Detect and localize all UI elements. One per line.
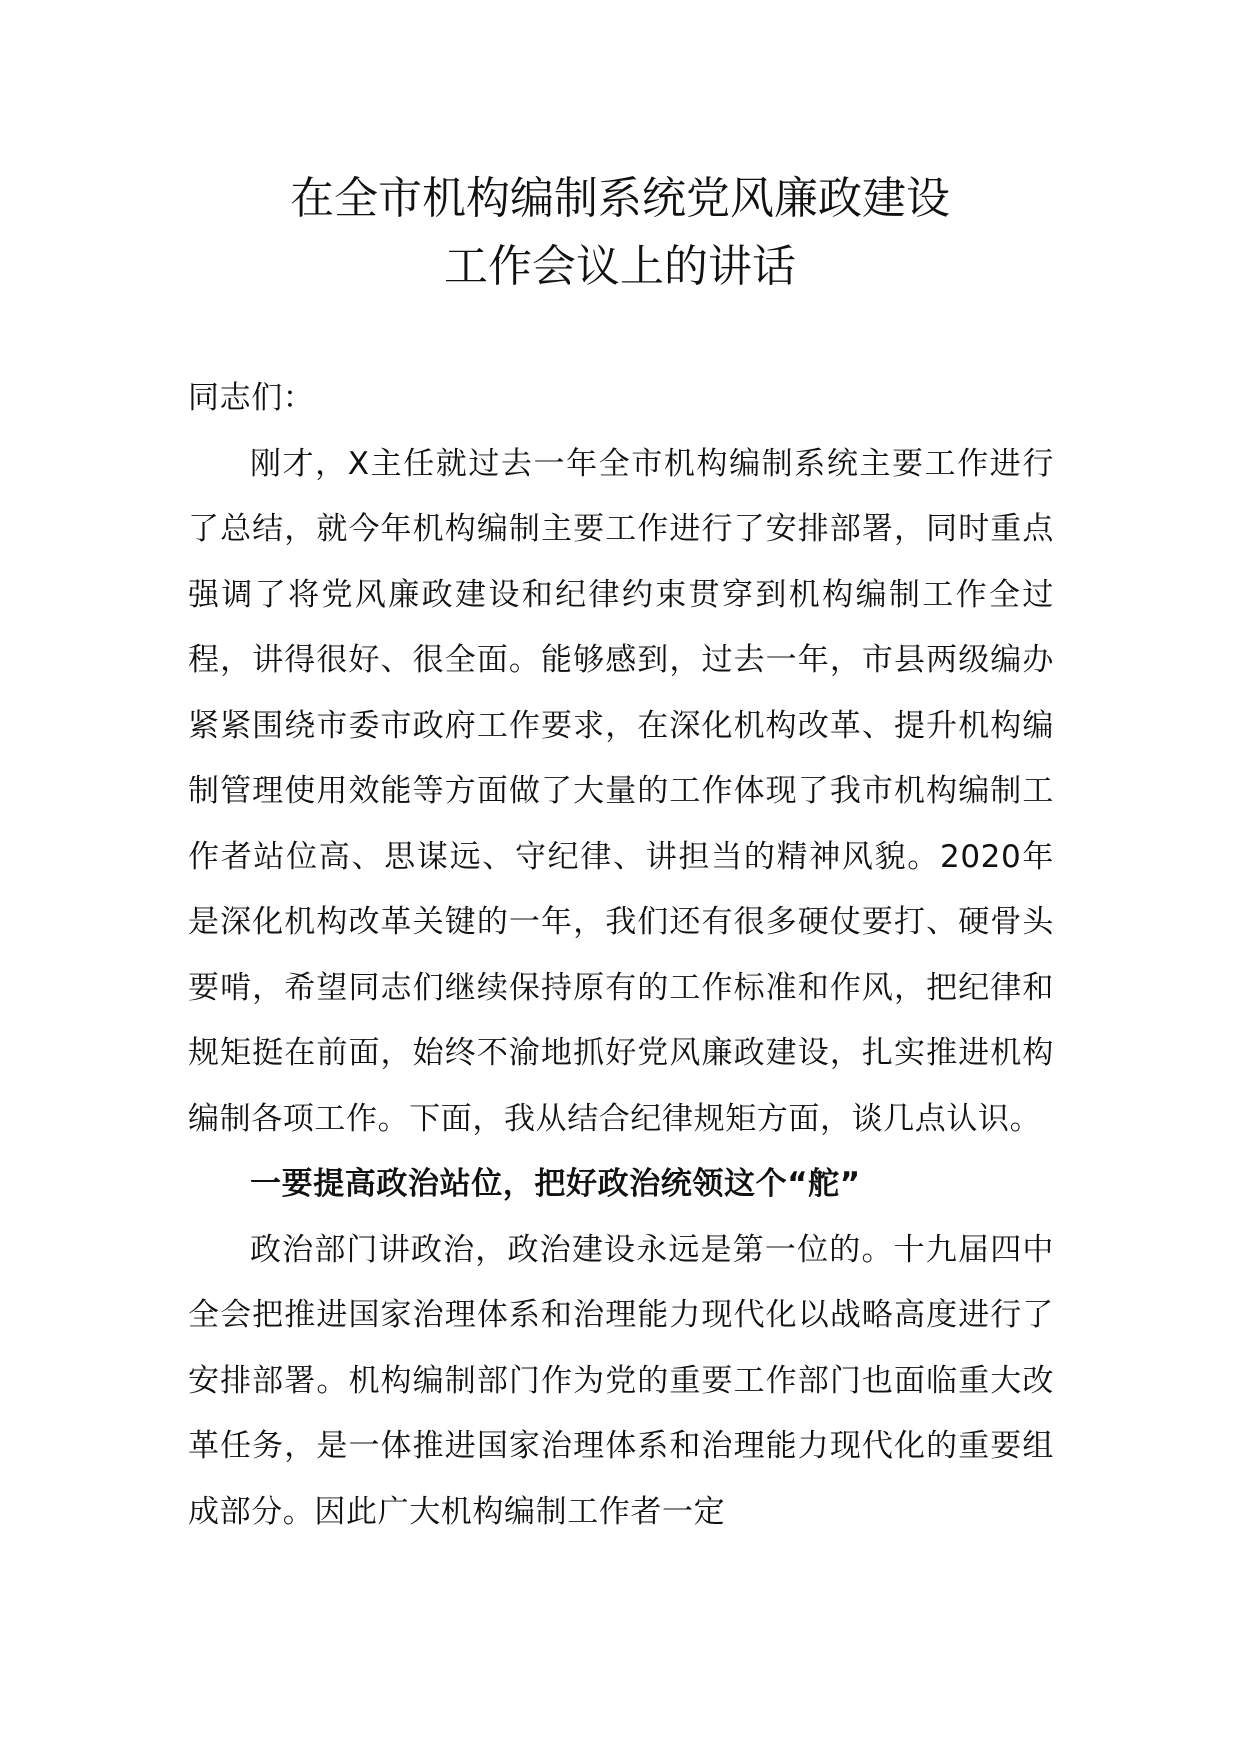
paragraph-1: 刚才，X主任就过去一年全市机构编制系统主要工作进行了总结，就今年机构编制主要工作进行了安排部署，同时重点强调了将党风廉政建设和纪律约束贯穿到机构编制工作全过程，讲得很好、很全面。能够感到，过去一年，市县两级编办紧紧围绕市委市政府工作要求，在深化机构改革、提升机构编制管理使用效能等方面做了大量的工作体现了我市机构编制工作者站位高、思谋远、守纪律、讲担当的精神风貌。2020年是深化机构改革关键的一年，我们还有很多硬仗要打、硬骨头要啃，希望同志们继续保持原有的工作标准和作风，把纪律和规矩挺在前面，始终不渝地抓好党风廉政建设，扎实推进机构编制各项工作。下面，我从结合纪律规矩方面，谈几点认识。 <box>188 445 1054 1137</box>
document-body <box>188 366 1054 1545</box>
document-title-line-1: 在全市机构编制系统党风廉政建设 <box>290 173 950 224</box>
paragraph-2: 政治部门讲政治，政治建设永远是第一位的。十九届四中全会把推进国家治理体系和治理能力现代化以战略高度进行了安排部署。机构编制部门作为党的重要工作部门也面临重大改革任务，是一体推进国家治理体系和治理能力现代化的重要组成部分。因此广大机构编制工作者一定 <box>188 1231 1054 1530</box>
section-heading-1: 一要提高政治站位，把好政治统领这个“舵” <box>250 1166 861 1202</box>
document-title-line-2: 工作会议上的讲话 <box>444 241 796 292</box>
salutation: 同志们： <box>188 380 315 416</box>
